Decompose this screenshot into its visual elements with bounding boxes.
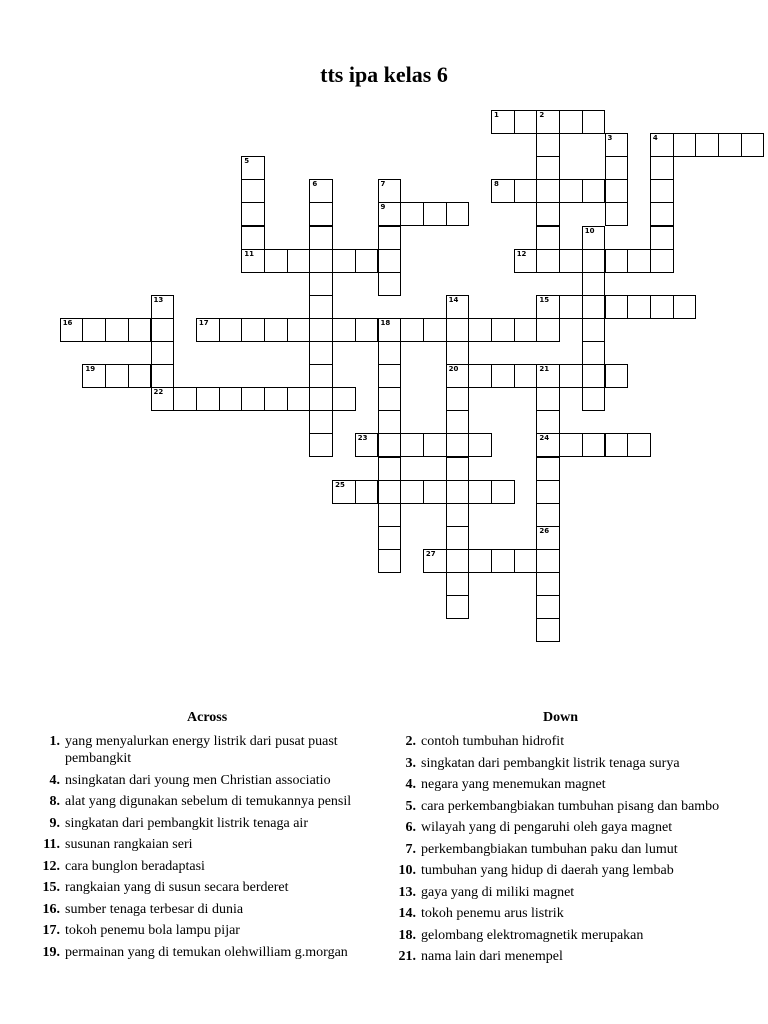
crossword-cell[interactable] (446, 341, 470, 365)
crossword-cell[interactable] (355, 480, 379, 504)
clue-text: singkatan dari pembangkit listrik tenaga surya (421, 755, 680, 771)
crossword-cell[interactable] (536, 364, 560, 388)
down-heading: Down (543, 710, 579, 725)
crossword-cell[interactable] (605, 295, 629, 319)
clue-number-label: 23 (357, 434, 368, 443)
down-clue (390, 948, 730, 965)
crossword-cell[interactable] (650, 202, 674, 226)
across-clue (34, 815, 369, 832)
crossword-cell[interactable] (128, 364, 152, 388)
crossword-cell[interactable] (151, 318, 175, 342)
crossword-cell[interactable] (309, 318, 333, 342)
crossword-cell[interactable] (514, 318, 538, 342)
clue-number: 6. (405, 820, 416, 835)
clue-number-label: 16 (62, 318, 73, 327)
crossword-cell[interactable] (536, 226, 560, 250)
crossword-cell[interactable] (378, 433, 402, 457)
crossword-cell[interactable] (559, 364, 583, 388)
crossword-cell[interactable] (378, 503, 402, 527)
down-clue (390, 862, 730, 879)
crossword-cell[interactable] (309, 341, 333, 365)
crossword-cell[interactable] (491, 318, 515, 342)
crossword-cell[interactable] (309, 295, 333, 319)
clue-number-label: 20 (448, 365, 459, 374)
crossword-cell[interactable] (219, 318, 243, 342)
crossword-cell[interactable] (446, 364, 470, 388)
crossword-cell[interactable] (582, 364, 606, 388)
across-clue (34, 733, 369, 767)
clue-text: tokoh penemu arus listrik (421, 906, 564, 921)
crossword-cell[interactable] (264, 387, 288, 411)
crossword-cell[interactable] (378, 202, 402, 226)
crossword-cell[interactable] (605, 202, 629, 226)
crossword-cell[interactable] (559, 295, 583, 319)
crossword-cell[interactable] (400, 318, 424, 342)
crossword-cell[interactable] (151, 364, 175, 388)
crossword-cell[interactable] (468, 433, 492, 457)
crossword-cell[interactable] (446, 526, 470, 550)
crossword-cell[interactable] (378, 549, 402, 573)
across-clue (34, 836, 369, 853)
crossword-cell[interactable] (536, 387, 560, 411)
clue-number-label: 10 (584, 226, 595, 235)
crossword-cell[interactable] (332, 318, 356, 342)
crossword-cell[interactable] (309, 433, 333, 457)
crossword-cell[interactable] (446, 480, 470, 504)
clue-number: 11. (43, 837, 60, 852)
crossword-cell[interactable] (718, 133, 742, 157)
clue-text: nama lain dari menempel (421, 949, 563, 964)
clue-text: sumber tenaga terbesar di dunia (65, 901, 244, 917)
crossword-cell[interactable] (605, 156, 629, 180)
crossword-cell[interactable] (559, 433, 583, 457)
crossword-cell[interactable] (582, 341, 606, 365)
crossword-cell[interactable] (468, 480, 492, 504)
crossword-cell[interactable] (378, 364, 402, 388)
crossword-cell[interactable] (468, 364, 492, 388)
clue-number-label: 9 (380, 203, 386, 212)
clue-number: 17. (42, 923, 60, 938)
crossword-cell[interactable] (605, 364, 629, 388)
crossword-cell[interactable] (378, 457, 402, 481)
crossword-cell[interactable] (309, 226, 333, 250)
across-clue (34, 944, 369, 961)
crossword-cell[interactable] (378, 410, 402, 434)
crossword-cell[interactable] (491, 549, 515, 573)
crossword-cell[interactable] (196, 318, 220, 342)
crossword-cell[interactable] (536, 618, 560, 642)
crossword-cell[interactable] (468, 549, 492, 573)
crossword-cell[interactable] (446, 410, 470, 434)
crossword-cell[interactable] (309, 249, 333, 273)
crossword-cell[interactable] (491, 110, 515, 134)
crossword-cell[interactable] (446, 549, 470, 573)
crossword-cell[interactable] (264, 249, 288, 273)
crossword-cell[interactable] (196, 387, 220, 411)
crossword-cell[interactable] (309, 179, 333, 203)
clue-number-label: 4 (652, 134, 658, 143)
crossword-cell[interactable] (309, 364, 333, 388)
clue-number-label: 27 (425, 549, 436, 558)
crossword-cell[interactable] (378, 272, 402, 296)
clue-number: 4. (49, 772, 60, 788)
clue-text: negara yang menemukan magnet (421, 777, 606, 792)
clue-number: 18. (398, 927, 416, 943)
crossword-cell[interactable] (332, 249, 356, 273)
clue-number-label: 11 (244, 249, 255, 258)
down-clue (390, 841, 730, 858)
crossword-cell[interactable] (423, 433, 447, 457)
crossword-cell[interactable] (491, 364, 515, 388)
crossword-cell[interactable] (128, 318, 152, 342)
crossword-cell[interactable] (582, 110, 606, 134)
crossword-cell[interactable] (695, 133, 719, 157)
crossword-cell[interactable] (287, 318, 311, 342)
clue-text: gaya yang di miliki magnet (421, 884, 575, 900)
crossword-cell[interactable] (82, 318, 106, 342)
down-clue (390, 776, 730, 793)
crossword-cell[interactable] (582, 387, 606, 411)
crossword-cell[interactable] (536, 503, 560, 527)
clue-number-label: 17 (198, 318, 209, 327)
crossword-cell[interactable] (514, 549, 538, 573)
crossword-cell[interactable] (446, 202, 470, 226)
crossword-cell[interactable] (378, 341, 402, 365)
crossword-cell[interactable] (151, 341, 175, 365)
crossword-cell[interactable] (355, 433, 379, 457)
crossword-cell[interactable] (241, 387, 265, 411)
crossword-cell[interactable] (650, 249, 674, 273)
clue-number-label: 22 (153, 388, 164, 397)
crossword-cell[interactable] (491, 480, 515, 504)
clue-number: 21. (398, 949, 416, 964)
crossword-cell[interactable] (650, 295, 674, 319)
across-clue (34, 858, 369, 875)
crossword-cell[interactable] (536, 526, 560, 550)
crossword-cell[interactable] (605, 249, 629, 273)
crossword-cell[interactable] (241, 179, 265, 203)
crossword-cell[interactable] (536, 549, 560, 573)
clue-text: perkembangbiakan tumbuhan paku dan lumut (421, 841, 678, 857)
clue-number: 13. (398, 884, 416, 900)
crossword-cell[interactable] (264, 318, 288, 342)
crossword-cell[interactable] (241, 249, 265, 273)
crossword-cell[interactable] (627, 249, 651, 273)
clue-text: alat yang digunakan sebelum di temukannya pensil (65, 794, 352, 809)
crossword-cell[interactable] (446, 318, 470, 342)
crossword-cell[interactable] (536, 410, 560, 434)
crossword-cell[interactable] (536, 295, 560, 319)
crossword-cell[interactable] (446, 503, 470, 527)
crossword-cell[interactable] (309, 387, 333, 411)
crossword-cell[interactable] (287, 249, 311, 273)
crossword-cell[interactable] (378, 226, 402, 250)
crossword-cell[interactable] (400, 480, 424, 504)
crossword-cell[interactable] (582, 272, 606, 296)
crossword-cell[interactable] (241, 318, 265, 342)
crossword-cell[interactable] (82, 364, 106, 388)
crossword-cell[interactable] (536, 133, 560, 157)
crossword-cell[interactable] (536, 318, 560, 342)
crossword-cell[interactable] (446, 433, 470, 457)
crossword-cell[interactable] (287, 387, 311, 411)
clue-text: gelombang elektromagnetik merupakan (421, 927, 644, 943)
crossword-cell[interactable] (309, 410, 333, 434)
clue-text: cara perkembangbiakan tumbuhan pisang dan bambo (421, 798, 720, 814)
crossword-cell[interactable] (241, 202, 265, 226)
crossword-cell[interactable] (536, 110, 560, 134)
crossword-cell[interactable] (514, 249, 538, 273)
page-title: tts ipa kelas 6 (320, 62, 448, 87)
down-clue (390, 819, 730, 836)
crossword-cell[interactable] (241, 226, 265, 250)
clue-number: 9. (49, 815, 60, 831)
crossword-cell[interactable] (536, 433, 560, 457)
clue-number-label: 8 (494, 180, 499, 189)
crossword-cell[interactable] (60, 318, 84, 342)
crossword-cell[interactable] (559, 249, 583, 273)
crossword-cell[interactable] (241, 156, 265, 180)
crossword-cell[interactable] (514, 110, 538, 134)
crossword-cell[interactable] (423, 480, 447, 504)
crossword-cell[interactable] (673, 295, 697, 319)
across-heading: Across (187, 710, 228, 725)
crossword-cell[interactable] (514, 364, 538, 388)
crossword-cell[interactable] (605, 433, 629, 457)
crossword-cell[interactable] (446, 387, 470, 411)
crossword-cell[interactable] (536, 595, 560, 619)
clue-number-label: 5 (244, 157, 250, 166)
crossword-cell[interactable] (582, 249, 606, 273)
crossword-cell[interactable] (536, 179, 560, 203)
clue-text: yang menyalurkan energy listrik dari pusat puast pembangkit (65, 734, 338, 766)
down-clue (390, 927, 730, 944)
crossword-cell[interactable] (559, 179, 583, 203)
crossword-cell[interactable] (536, 202, 560, 226)
across-clue (34, 879, 369, 896)
clue-number-label: 21 (539, 365, 550, 374)
crossword-cell[interactable] (378, 179, 402, 203)
clue-number: 15. (42, 880, 60, 895)
crossword-cell[interactable] (741, 133, 765, 157)
clue-number: 7. (405, 841, 416, 857)
clue-text: wilayah yang di pengaruhi oleh gaya magnet (421, 820, 673, 835)
crossword-cell[interactable] (446, 295, 470, 319)
clue-number-label: 2 (539, 111, 545, 119)
clue-text: cara bunglon beradaptasi (65, 858, 205, 874)
down-clue (390, 798, 730, 815)
crossword-cell[interactable] (105, 318, 129, 342)
crossword-cell[interactable] (378, 480, 402, 504)
crossword-cell[interactable] (332, 387, 356, 411)
clue-text: singkatan dari pembangkit listrik tenaga air (65, 815, 308, 831)
crossword-cell[interactable] (151, 295, 175, 319)
clue-text: rangkaian yang di susun secara berderet (65, 880, 289, 895)
crossword-cell[interactable] (378, 249, 402, 273)
across-clue (34, 901, 369, 918)
clue-number-label: 19 (85, 365, 96, 374)
clue-number-label: 25 (335, 480, 345, 489)
clue-number-label: 6 (312, 180, 318, 189)
crossword-cell[interactable] (536, 480, 560, 504)
crossword-cell[interactable] (446, 457, 470, 481)
clue-number: 4. (405, 777, 416, 792)
clue-text: nsingkatan dari young men Christian associatio (65, 772, 331, 788)
clue-number: 1. (49, 734, 60, 749)
across-clue (34, 793, 369, 810)
down-clue-list (390, 733, 730, 970)
crossword-cell[interactable] (605, 179, 629, 203)
crossword-cell[interactable] (627, 433, 651, 457)
clue-number-label: 13 (153, 295, 164, 304)
crossword-cell[interactable] (309, 202, 333, 226)
down-clue (390, 905, 730, 922)
clue-number: 5. (405, 798, 416, 814)
crossword-cell[interactable] (514, 179, 538, 203)
crossword-cell[interactable] (650, 133, 674, 157)
crossword-cell[interactable] (582, 433, 606, 457)
crossword-cell[interactable] (536, 249, 560, 273)
clue-number: 16. (42, 901, 60, 917)
crossword-cell[interactable] (105, 364, 129, 388)
clue-number-label: 1 (494, 111, 499, 119)
crossword-cell[interactable] (400, 202, 424, 226)
crossword-cell[interactable] (536, 572, 560, 596)
clue-number-label: 12 (516, 249, 527, 258)
crossword-cell[interactable] (332, 480, 356, 504)
crossword-cell[interactable] (582, 226, 606, 250)
down-clue (390, 884, 730, 901)
crossword-cell[interactable] (582, 179, 606, 203)
crossword-cell[interactable] (605, 133, 629, 157)
crossword-cell[interactable] (673, 133, 697, 157)
clue-number: 19. (42, 944, 60, 960)
crossword-cell[interactable] (582, 295, 606, 319)
crossword-cell[interactable] (468, 318, 492, 342)
crossword-cell[interactable] (173, 387, 197, 411)
clue-number: 8. (49, 794, 60, 809)
clue-number: 12. (42, 858, 60, 874)
crossword-cell[interactable] (582, 318, 606, 342)
crossword-cell[interactable] (423, 318, 447, 342)
crossword-cell[interactable] (309, 272, 333, 296)
crossword-cell[interactable] (536, 156, 560, 180)
crossword-cell[interactable] (355, 249, 379, 273)
crossword-cell[interactable] (446, 595, 470, 619)
crossword-cell[interactable] (378, 526, 402, 550)
crossword-cell[interactable] (400, 433, 424, 457)
crossword-cell[interactable] (627, 295, 651, 319)
clue-text: susunan rangkaian seri (65, 837, 193, 852)
clue-number-label: 26 (539, 526, 550, 535)
clue-number: 10. (398, 863, 416, 878)
across-clue (34, 772, 369, 789)
across-clue (34, 922, 369, 939)
crossword-cell[interactable] (491, 179, 515, 203)
crossword-cell[interactable] (151, 387, 175, 411)
crossword-cell[interactable] (559, 110, 583, 134)
clue-text: tumbuhan yang hidup di daerah yang lembab (421, 863, 674, 878)
clue-number-label: 3 (607, 134, 613, 143)
clue-number-label: 24 (539, 434, 550, 443)
clue-text: contoh tumbuhan hidrofit (421, 734, 565, 749)
clue-number: 3. (405, 755, 416, 771)
clue-number: 14. (398, 906, 416, 921)
crossword-cell[interactable] (423, 549, 447, 573)
across-clue-list (34, 733, 369, 965)
clue-number-label: 15 (539, 295, 550, 304)
crossword-cell[interactable] (650, 179, 674, 203)
clue-number: 2. (405, 734, 416, 749)
clue-number-label: 7 (380, 180, 386, 189)
crossword-cell[interactable] (650, 156, 674, 180)
down-clue (390, 755, 730, 772)
clue-number-label: 18 (380, 318, 391, 327)
clue-number-label: 14 (448, 295, 459, 304)
crossword-cell[interactable] (219, 387, 243, 411)
crossword-cell[interactable] (536, 457, 560, 481)
down-clue (390, 733, 730, 750)
clue-text: tokoh penemu bola lampu pijar (65, 923, 240, 938)
crossword-cell[interactable] (378, 387, 402, 411)
crossword-cell[interactable] (423, 202, 447, 226)
crossword-cell[interactable] (650, 226, 674, 250)
clue-text: permainan yang di temukan olehwilliam g.morgan (65, 944, 348, 960)
crossword-cell[interactable] (355, 318, 379, 342)
crossword-cell[interactable] (378, 318, 402, 342)
crossword-cell[interactable] (446, 572, 470, 596)
